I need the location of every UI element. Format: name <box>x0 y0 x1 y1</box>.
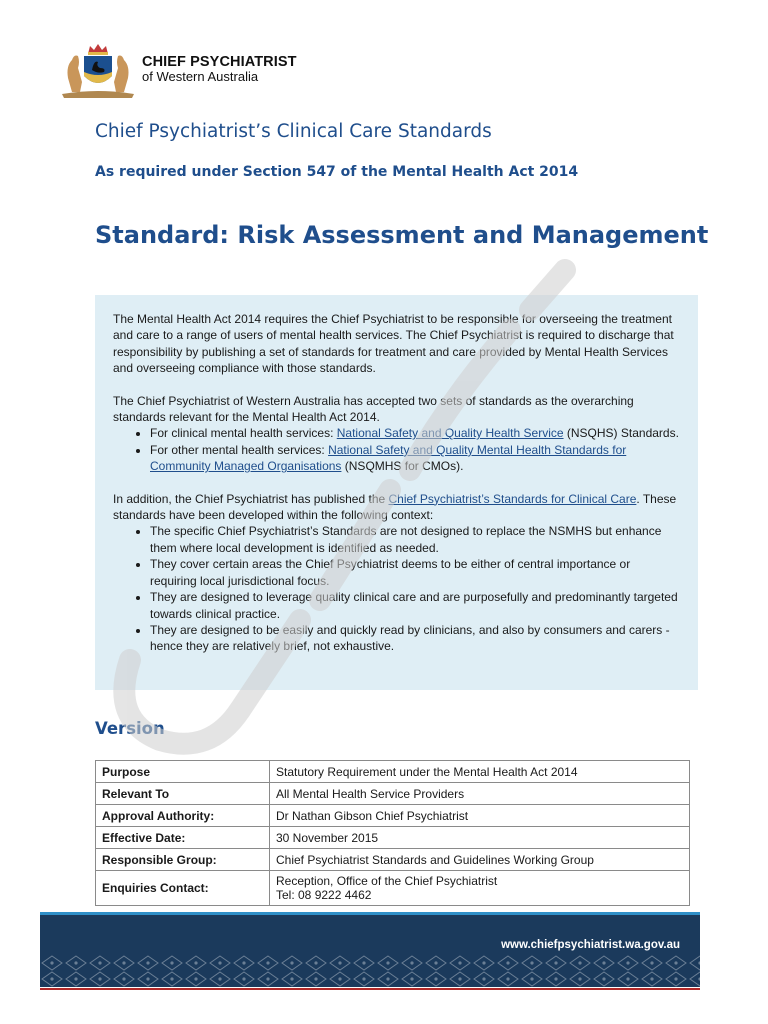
standards-list <box>113 425 680 474</box>
footer-band <box>40 915 700 987</box>
list-item: • For clinical mental health services: National Safety and Quality Health Service (NSQHS) Standards. <box>150 425 680 441</box>
table-value: Dr Nathan Gibson Chief Psychiatrist <box>270 805 690 827</box>
table-label: Enquiries Contact: <box>96 871 270 906</box>
table-value: 30 November 2015 <box>270 827 690 849</box>
website-link[interactable]: www.chiefpsychiatrist.wa.gov.au <box>501 939 680 951</box>
list-item: • They are designed to be easily and quickly read by clinicians, and also by consumers and carers - hence they are relatively brief, not exhaustive. <box>150 622 680 655</box>
table-row <box>96 761 690 783</box>
version-heading: Version <box>95 719 165 738</box>
table-label: Responsible Group: <box>96 849 270 871</box>
org-subname: of Western Australia <box>142 69 259 85</box>
document-title: Chief Psychiatrist’s Clinical Care Standards <box>95 121 492 142</box>
table-row <box>96 871 690 906</box>
table-row <box>96 849 690 871</box>
info-box <box>95 295 698 690</box>
context-paragraph: In addition, the Chief Psychiatrist has published the Chief Psychiatrist’s Standards for Clinical Care. These standards have been developed within the following context: <box>113 491 677 523</box>
version-table <box>95 760 690 906</box>
context-list <box>113 523 680 654</box>
contact-phone: Tel: 08 9222 4462 <box>276 888 372 902</box>
standards-paragraph: The Chief Psychiatrist of Western Australia has accepted two sets of standards as the overarching standards relevant for the Mental Health Act 2014. <box>113 393 634 425</box>
table-label: Approval Authority: <box>96 805 270 827</box>
list-item: • They are designed to leverage quality clinical care and are purposefully and predominantly targeted towards clinical practice. <box>150 589 680 622</box>
footer-red-line <box>40 988 700 990</box>
standard-title: Standard: Risk Assessment and Management <box>95 221 709 249</box>
table-label: Effective Date: <box>96 827 270 849</box>
table-label: Relevant To <box>96 783 270 805</box>
list-item: • The specific Chief Psychiatrist’s Standards are not designed to replace the NSMHS but enhance them where local development is identified as needed. <box>150 523 680 556</box>
org-name: CHIEF PSYCHIATRIST <box>142 53 297 70</box>
table-value: Statutory Requirement under the Mental Health Act 2014 <box>270 761 690 783</box>
footer-pattern-icon <box>40 955 700 987</box>
list-item: • For other mental health services: National Safety and Quality Mental Health Standards for Community Managed Organisations (NSQMHS for CMOs). <box>150 442 680 475</box>
nsqhs-link[interactable]: National Safety and Quality Health Service <box>336 426 564 441</box>
table-label: Purpose <box>96 761 270 783</box>
table-value <box>270 871 690 906</box>
table-row <box>96 783 690 805</box>
intro-paragraph: The Mental Health Act 2014 requires the Chief Psychiatrist to be responsible for overseeing the treatment and care to a range of users of mental health services. The Chief Psychiatrist is required to discharge that responsibility by publishing a set of standards for treatment and care provided by Mental Health Services and overseeing compliance with those standards. <box>113 312 674 376</box>
table-value: All Mental Health Service Providers <box>270 783 690 805</box>
wa-coat-of-arms-icon <box>58 38 138 100</box>
clinical-care-standards-link[interactable]: Chief Psychiatrist’s Standards for Clinical Care <box>388 491 637 506</box>
document-subtitle: As required under Section 547 of the Mental Health Act 2014 <box>95 164 579 180</box>
org-logo <box>58 38 297 100</box>
table-row <box>96 805 690 827</box>
table-value: Chief Psychiatrist Standards and Guidelines Working Group <box>270 849 690 871</box>
table-row <box>96 827 690 849</box>
list-item: • They cover certain areas the Chief Psychiatrist deems to be either of central importance or requiring local jurisdictional focus. <box>150 556 680 589</box>
nsqmhs-link[interactable]: National Safety and Quality Mental Health Standards for Community Managed Organisations <box>150 442 627 474</box>
contact-line: Reception, Office of the Chief Psychiatrist <box>276 874 498 888</box>
